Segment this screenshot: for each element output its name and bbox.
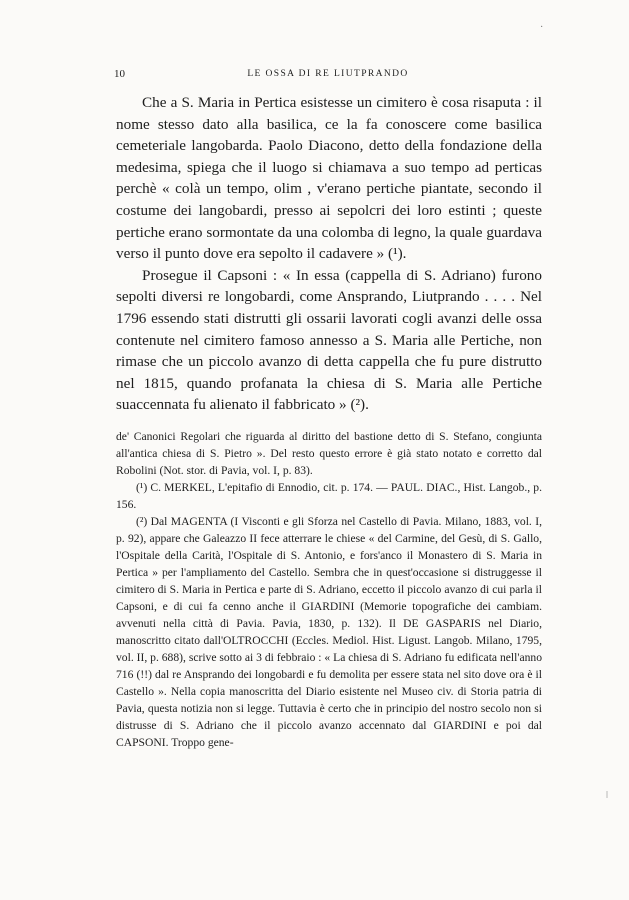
- paragraph-2: Prosegue il Capsoni : « In essa (cappella di S. Adriano) furono sepolti diversi re longobardi, come Ansprando, Liutprando . . . . Nel 1796 essendo stati distrutti gli ossarii lavorati cogli avanzi delle ossa contenute nel cimitero famoso annesso a S. Maria alle Pertiche, non rimase che un piccolo avanzo di detta cappella che fu pure distrutto nel 1815, quando profanata la chiesa di S. Maria alle Pertiche suaccennata fu alienato il fabbricato » (²).: [116, 266, 542, 414]
- paragraph-1: Che a S. Maria in Pertica esistesse un cimitero è cosa risaputa : il nome stesso dato alla basilica, ce la fa conoscere come basilica cemeteriale langobarda. Paolo Diacono, detto della fondazione della medesima, spiega che il luogo si chiamava a suo tempo ad perticas perchè « colà un tempo, olim , v'erano pertiche piantate, secondo il costume dei langobardi, presso ai sepolcri dei loro estinti ; queste pertiche erano sormontate da una colomba di legno, la quale guardava verso il punto dove era sepolto il cadavere » (¹).: [116, 94, 542, 263]
- footnotes: [116, 428, 542, 751]
- scan-speck: ·: [540, 22, 544, 33]
- page-number: 10: [114, 68, 125, 80]
- running-title: LE OSSA DI RE LIUTPRANDO: [247, 69, 409, 79]
- scan-speck: ǀ: [606, 790, 609, 801]
- page-header: [114, 68, 542, 82]
- main-text: [116, 92, 542, 416]
- footnote-2: (²) Dal MAGENTA (I Visconti e gli Sforza nel Castello di Pavia. Milano, 1883, vol. I, p. 92), appare che Galeazzo II fece atterrare le chiese « del Carmine, del Gesù, di S. Gallo, l'Ospitale della Carità, l'Ospitale di S. Antonio, e fors'anco il Monastero di S. Maria in Pertica » per l'ampliamento del Castello. Sembra che in quest'occasione si distruggesse il cimitero di S. Maria in Pertica e parte di S. Adriano, eccetto il piccolo avanzo di cui parla il Capsoni, e di cui fa cenno anche il GIARDINI (Memorie topografiche dei cambiam. avvenuti nella città di Pavia. Pavia, 1830, p. 132). Il DE GASPARIS nel Diario, manoscritto citato dall'OLTROCCHI (Eccles. Mediol. Hist. Ligust. Langob. Milano, 1795, vol. II, p. 688), scrive sotto ai 3 di febbraio : « La chiesa di S. Adriano fu edificata nell'anno 716 (!!) dal re Ansprando dei longobardi e fu demolita per essere stata nel sito dove ora è il Castello ». Nella copia manoscritta del Diario esistente nel Museo civ. di Storia patria di Pavia, questa notizia non si legge. Tuttavia è certo che in principio del nostro secolo non si distrusse di S. Adriano che il piccolo avanzo accennato dal GIARDINI e poi dal CAPSONI. Troppo gene-: [116, 515, 542, 749]
- footnote-1: (¹) C. MERKEL, L'epitafio di Ennodio, cit. p. 174. — PAUL. DIAC., Hist. Langob., p. 156.: [116, 481, 542, 511]
- footnote-continuation: de' Canonici Regolari che riguarda al diritto del bastione detto di S. Stefano, congiunta all'antica chiesa di S. Pietro ». Del resto questo errore è già stato notato e corretto dal Robolini (Not. stor. di Pavia, vol. I, p. 83).: [116, 430, 542, 477]
